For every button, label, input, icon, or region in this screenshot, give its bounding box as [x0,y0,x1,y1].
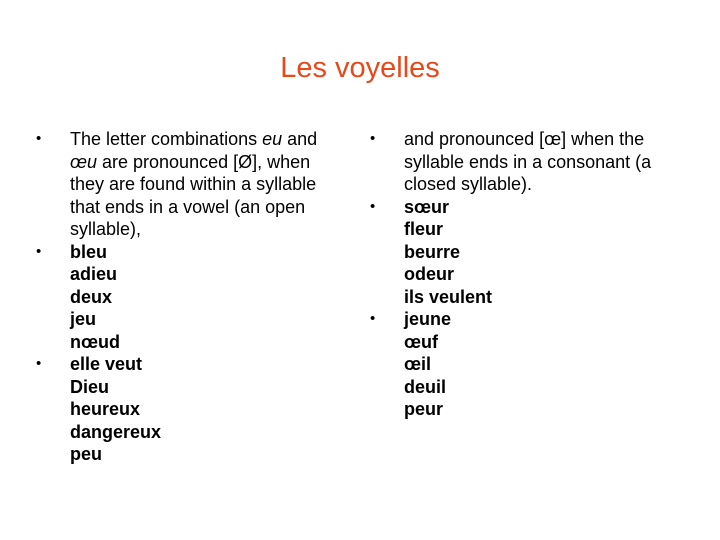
intro-line: and pronounced [œ] when the [404,129,645,149]
slide-title: Les voyelles [280,52,440,84]
word-item: jeu [70,309,97,329]
intro-line: that ends in a vowel (an open [70,196,306,217]
left-word-list-1 [36,241,356,354]
intro-line: The letter combinations eu and [70,129,318,149]
word-item: ils veulent [404,286,493,307]
word-item: fleur [404,219,444,239]
bullet-icon: • [36,130,42,147]
word-item: beurre [404,241,461,262]
word-item: peu [70,444,103,464]
intro-line: closed syllable). [404,174,533,194]
word-item: elle veut [70,354,143,374]
left-intro-bullet [36,128,356,241]
intro-line: syllable ends in a consonant (a [404,151,652,172]
word-item: bleu [70,241,108,262]
bullet-icon: • [370,310,376,327]
intro-line: syllable), [70,219,142,239]
word-item: Dieu [70,376,110,397]
right-intro-bullet [370,128,690,196]
left-column [36,128,356,466]
bullet-icon: • [36,242,42,260]
right-column [370,128,690,421]
word-item: sœur [404,196,449,217]
word-item: peur [404,399,444,419]
word-item: nœud [70,331,120,352]
bullet-icon: • [36,355,42,372]
word-item: adieu [70,264,118,284]
intro-line: œu are pronounced [Ø], when [70,151,311,172]
word-item: deuil [404,376,447,397]
bullet-icon: • [370,197,376,215]
word-item: deux [70,286,113,307]
word-item: œil [404,354,431,374]
word-item: dangereux [70,421,162,442]
left-word-list-2 [36,353,356,466]
word-item: heureux [70,399,141,419]
intro-line: they are found within a syllable [70,174,317,194]
word-item: jeune [404,309,452,329]
word-item: odeur [404,264,455,284]
word-item: œuf [404,331,438,352]
right-word-list-2 [370,308,690,421]
right-word-list-1 [370,196,690,309]
bullet-icon: • [370,130,376,147]
